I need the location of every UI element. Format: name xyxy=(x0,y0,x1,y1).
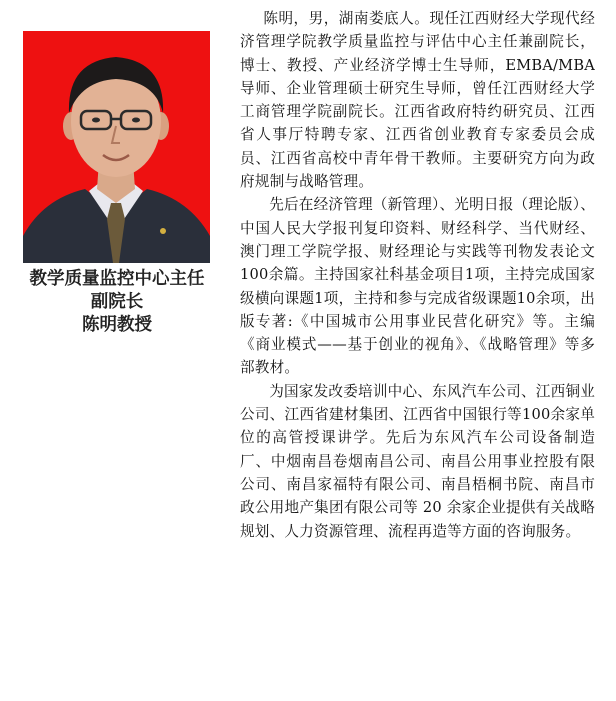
bio-paragraph-publications: 先后在经济管理（新管理）、光明日报（理论版）、中国人民大学报刊复印资料、财经科学、当代财经、澳门理工学院学报、财经理论与实践等刊物发表论文100余篇。主持国家社科基金项目1项，主持完成国家级横向课题1项，主持和参与完成省级课题10余项，出版专著:《中国城市公用事业民营化研究》等。主编《商业模式——基于创业的视角》、《战略管理》等多部教材。 xyxy=(240,196,595,377)
portrait-photo xyxy=(23,31,210,263)
caption-position: 副院长 xyxy=(90,292,144,312)
bio-paragraph-intro: 陈明，男，湖南娄底人。现任江西财经大学现代经济管理学院教学质量监控与评估中心主任兼副院长，博士、教授、产业经济学博士生导师，EMBA/MBA导师、企业管理硕士研究生导师，曾任江西财经大学工商管理学院副院长。江西省政府特约研究员、江西省人事厅特聘专家、江西省创业教育专家委员会成员、江西省高校中青年骨干教师。主要研究方向为政府规制与战略管理。 xyxy=(240,10,595,191)
biography-text xyxy=(240,7,595,543)
profile-caption xyxy=(4,268,230,337)
caption-title: 教学质量监控中心主任 xyxy=(29,269,205,289)
caption-name: 陈明教授 xyxy=(82,315,152,335)
bio-paragraph-consulting: 为国家发改委培训中心、东风汽车公司、江西铜业公司、江西省建材集团、江西省中国银行等100余家单位的高管授课讲学。先后为东风汽车公司设备制造厂、中烟南昌卷烟南昌公司、南昌公用事业控股有限公司、南昌家福特有限公司、南昌梧桐书院、南昌市政公用地产集团有限公司等 20 余家企业提供有关战略规划、人力资源管理、流程再造等方面的咨询服务。 xyxy=(240,382,595,540)
portrait-illustration xyxy=(23,31,210,263)
